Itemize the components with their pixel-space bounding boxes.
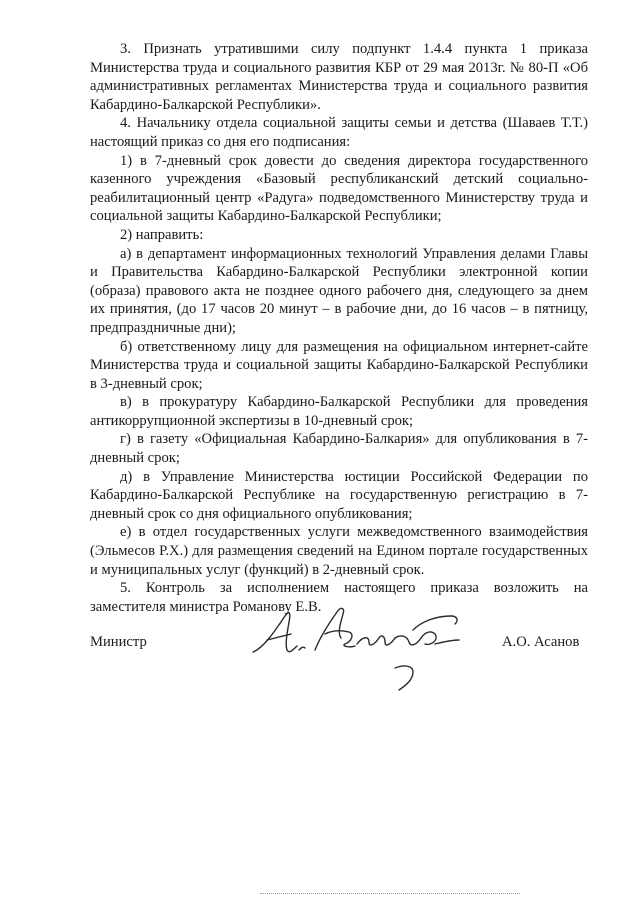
- paragraph-item-5: 5. Контроль за исполнением настоящего приказа возложить на заместителя министра Романову Е.В.: [90, 580, 588, 615]
- paragraph-subitem-e: е) в отдел государственных услуги межведомственного взаимодействия (Эльмесов Р.Х.) для размещения сведений на Едином портале государственных и муниципальных услуг (функций) в 2-дневный срок.: [90, 524, 588, 578]
- bottom-dotted-line: [260, 893, 520, 894]
- paragraph-subitem-d: д) в Управление Министерства юстиции Российской Федерации по Кабардино-Балкарской Республике на государственную регистрацию в 7-дневный срок со дня официального опубликования;: [90, 468, 588, 522]
- paragraph-item-3: 3. Признать утратившими силу подпункт 1.4.4 пункта 1 приказа Министерства труда и социального развития КБР от 29 мая 2013г. № 80-П «Об административных регламентах Министерства труда и социального развития Кабардино-Балкарской Республики».: [90, 41, 588, 113]
- signatory-name: А.О. Асанов: [502, 634, 580, 650]
- paragraph-item-4: 4. Начальнику отдела социальной защиты семьи и детства (Шаваев Т.Т.) настоящий приказ со дня его подписания:: [90, 115, 588, 150]
- signatory-title: Министр: [90, 634, 147, 650]
- paragraph-subitem-1: 1) в 7-дневный срок довести до сведения директора государственного казенного учреждения «Базовый республиканский детский социально-реабилитационный центр «Радуга» подведомственного Министерству труда и социальной защиты Кабардино-Балкарской Республики;: [90, 152, 588, 225]
- handwritten-signature: [245, 600, 475, 700]
- order-body: [90, 40, 588, 616]
- paragraph-subitem-v: в) в прокуратуру Кабардино-Балкарской Республики для проведения антикоррупционной экспертизы в 10-дневный срок;: [90, 394, 588, 429]
- paragraph-subitem-2: 2) направить:: [120, 226, 204, 243]
- paragraph-subitem-a: а) в департамент информационных технологий Управления делами Главы и Правительства Кабардино-Балкарской Республики электронной копии (образа) правового акта не позднее одного рабочего дня, следующего за днем их принятия, (до 17 часов 20 минут – в рабочие дни, до 16 часов – в пятницу, предпраздничные дни);: [90, 245, 588, 336]
- signature-block: [0, 632, 640, 702]
- paragraph-subitem-b: б) ответственному лицу для размещения на официальном интернет-сайте Министерства труда и социальной защиты Кабардино-Балкарской Республики в 3-дневный срок;: [90, 338, 588, 392]
- paragraph-subitem-g: г) в газету «Официальная Кабардино-Балкария» для опубликования в 7-дневный срок;: [90, 431, 588, 467]
